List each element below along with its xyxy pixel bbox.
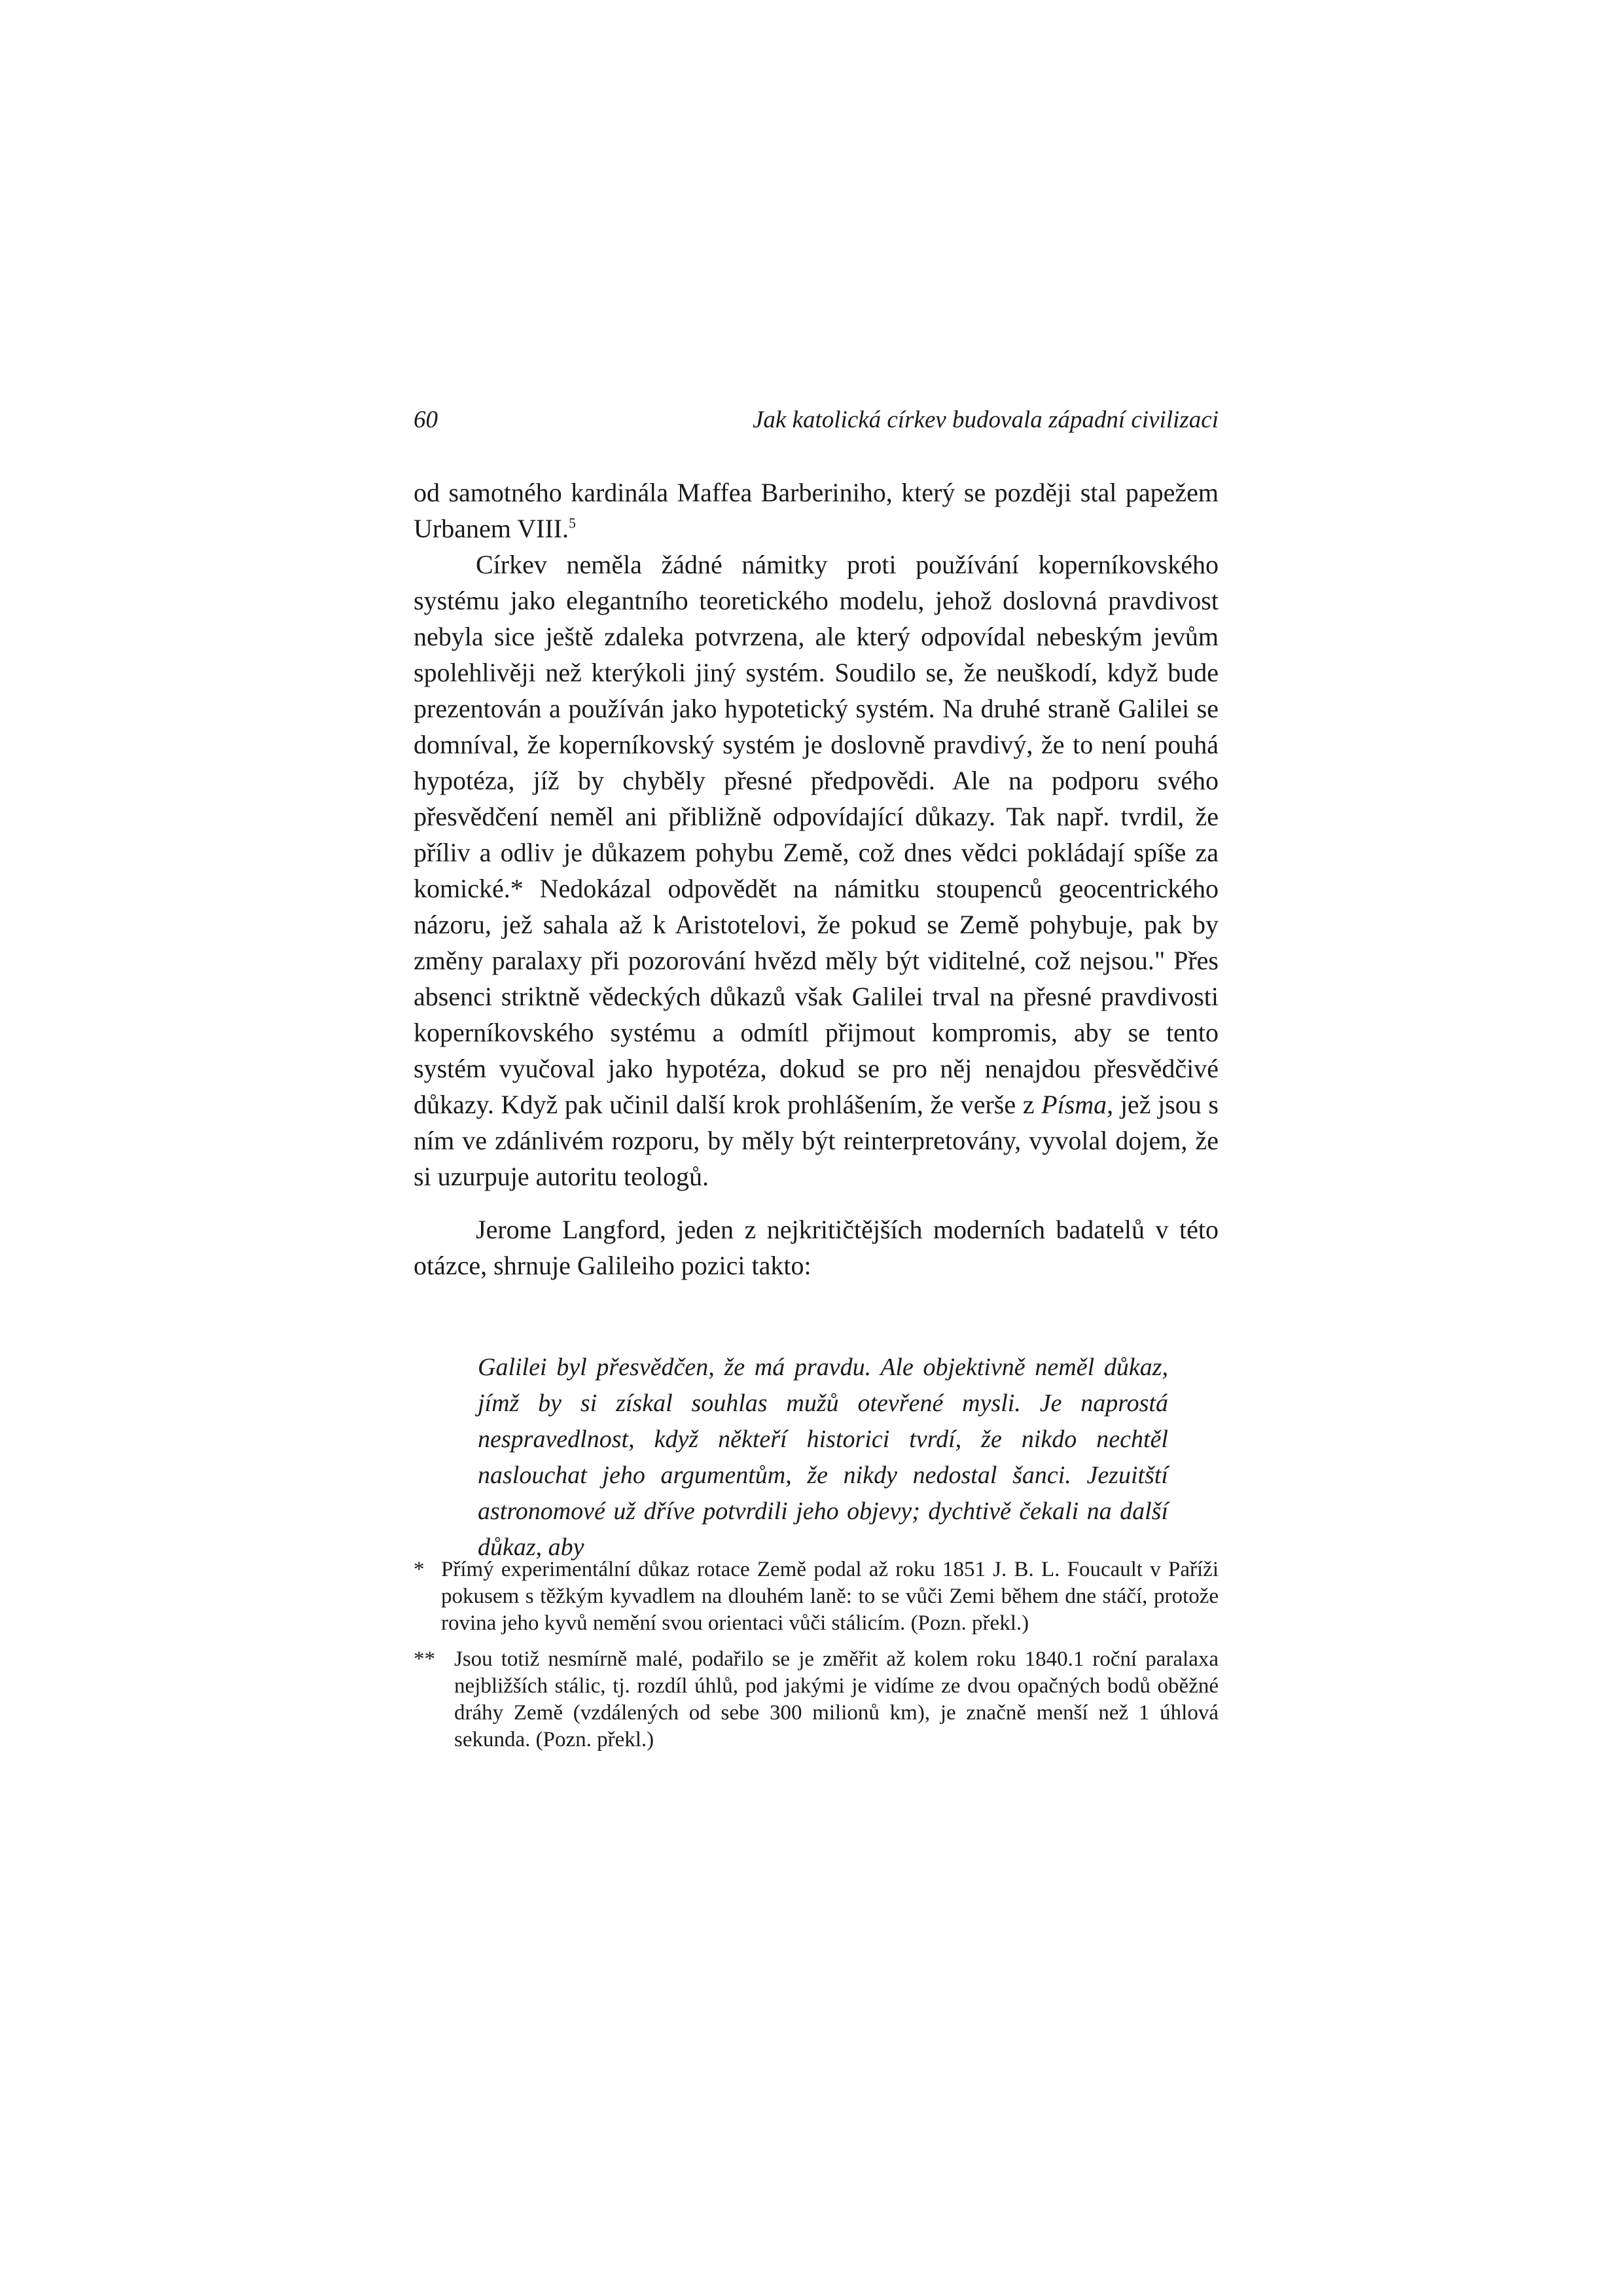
scripture-italic: Písma, xyxy=(1041,1090,1114,1119)
footnote-text: Přímý experimentální důkaz rotace Země podal až roku 1851 J. B. L. Foucault v Paříži pokusem s těžkým kyvadlem na dlouhém laně: to se vůči Zemi během dne stáčí, protože rovina jeho kyvů nemění svou orientaci vůči stálicím. (Pozn. překl.) xyxy=(441,1558,1219,1635)
paragraph-2-text: Církev neměla žádné námitky proti používání koperníkovského systému jako elegantního teoretického modelu, jehož doslovná pravdivost nebyla sice ještě zdaleka potvrzena, ale který odpovídal nebeským jevům spolehlivěji než kterýkoli jiný systém. Soudilo se, že neuškodí, když bude prezentován a používán jako hypotetický systém. Na druhé straně Galilei se domníval, že koperníkovský systém je doslovně pravdivý, že to není pouhá hypotéza, jíž by chyběly přesné předpovědi. Ale na podporu svého přesvědčení neměl ani přibližně odpovídající důkazy. Tak např. tvrdil, že příliv a odliv je důkazem pohybu Země, což dnes vědci pokládají spíše za komické.* Nedokázal odpovědět na námitku stoupenců geocentrického názoru, jež sahala až k Aristotelovi, že pokud se Země pohybuje, pak by změny paralaxy při pozorování hvězd měly být viditelné, což nejsou." Přes absenci striktně vědeckých důkazů však Galilei trval na přesné pravdivosti koperníkovského systému a odmítl přijmout kompromis, aby se tento systém vyučoval jako hypotéza, dokud se pro něj nenajdou přesvědčivé důkazy. Když pak učinil další krok prohlášením, že verše z xyxy=(414,550,1219,1119)
paragraph-2 xyxy=(414,547,1219,1194)
block-quote xyxy=(478,1350,1168,1566)
page-number: 60 xyxy=(414,406,438,433)
footnote-text: Jsou totiž nesmírně malé, podařilo se je změřit až kolem roku 1840.1 roční paralaxa nejbližších stálic, tj. rozdíl úhlů, pod jakými je vidíme ze dvou opačných bodů oběžné dráhy Země (vzdálených od sebe 300 milionů km), je značně menší než 1 úhlová sekunda. (Pozn. překl.) xyxy=(454,1647,1219,1751)
running-title: Jak katolická církev budovala západní civilizaci xyxy=(752,406,1219,433)
quote-text: Galilei byl přesvědčen, že má pravdu. Ale objektivně neměl důkaz, jímž by si získal souhlas mužů otevřené mysli. Je naprostá nespravedlnost, když někteří historici tvrdí, že nikdo nechtěl naslouchat jeho argumentům, že nikdy nedostal šanci. Jezuitští astronomové už dříve potvrdili jeho objevy; dychtivě čekali na další důkaz, aby xyxy=(478,1354,1168,1561)
footnote-1 xyxy=(414,1556,1219,1637)
body-text xyxy=(414,475,1219,1283)
endnote-marker: 5 xyxy=(568,514,576,531)
footnotes xyxy=(414,1556,1219,1763)
page-header xyxy=(414,402,1219,439)
paragraph-1-text: od samotného kardinála Maffea Barberiniho, který se později stal papežem Urbanem VIII. xyxy=(414,478,1219,543)
footnote-mark: ** xyxy=(414,1647,435,1671)
footnote-mark: * xyxy=(414,1558,425,1581)
paragraph-1 xyxy=(414,475,1219,547)
paragraph-2-text-end: jež jsou s ním ve zdánlivém rozporu, by měly být reinterpretovány, vyvolal dojem, že si uzurpuje autoritu teologů. xyxy=(414,1090,1219,1191)
paragraph-3: Jerome Langford, jeden z nejkritičtějších moderních badatelů v této otázce, shrnuje Galileiho pozici takto: xyxy=(414,1215,1219,1280)
footnote-2 xyxy=(414,1646,1219,1753)
